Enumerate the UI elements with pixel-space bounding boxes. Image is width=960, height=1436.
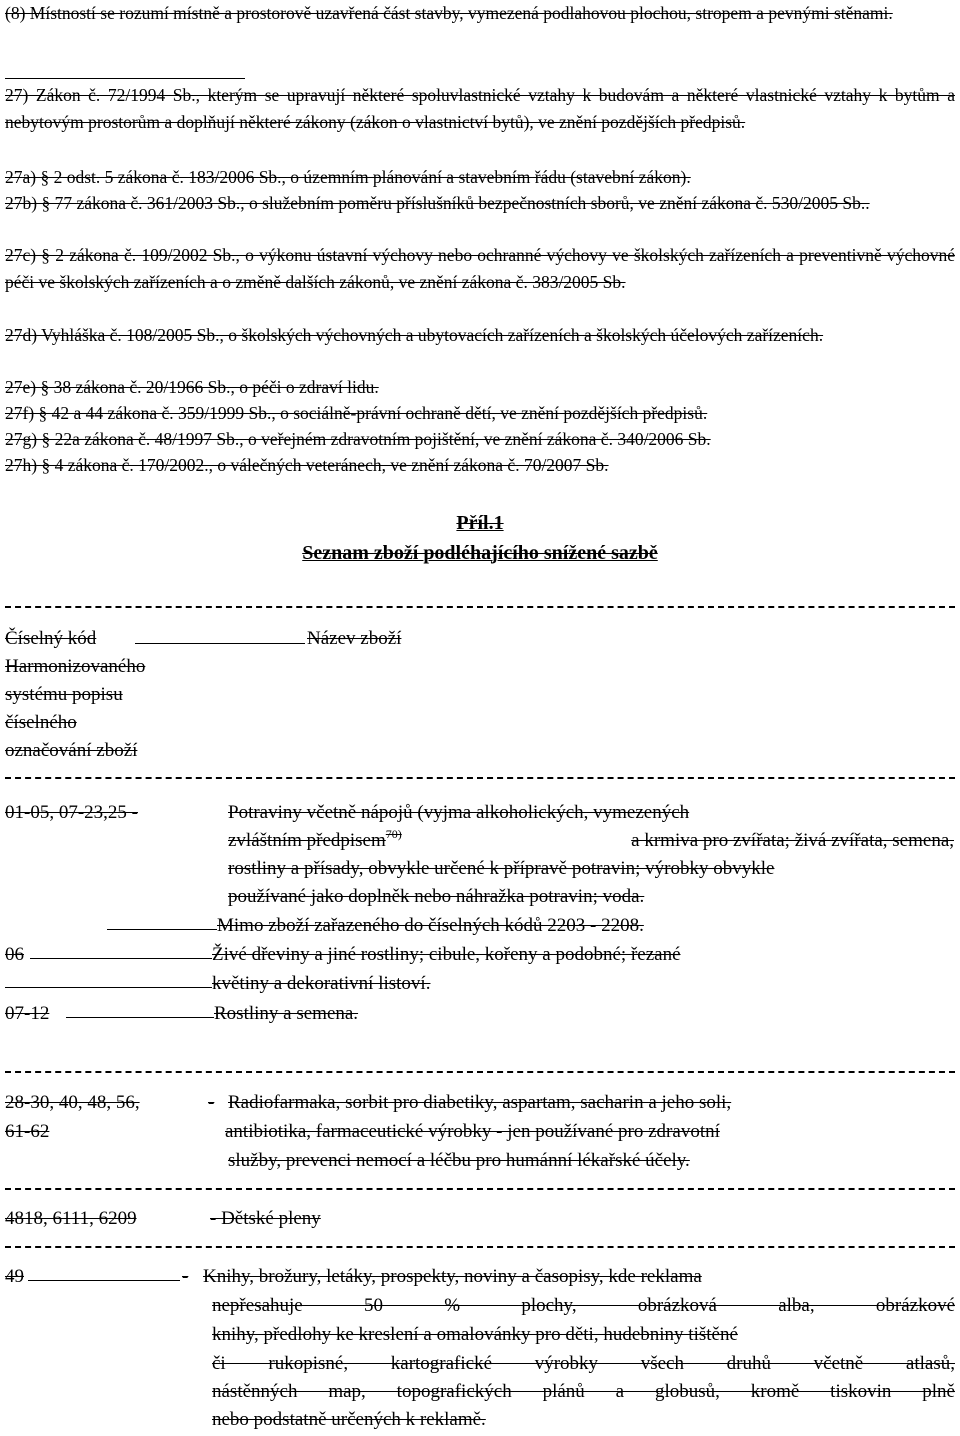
row3-rule [66,1017,214,1018]
header-code-line-2: Harmonizovaného [5,656,146,677]
header-code-line-5: označování zboží [5,740,138,761]
row2-rule-1 [30,958,212,959]
row6-code: 49 [5,1266,24,1287]
row6-line-2: nepřesahuje 50 % plochy, obrázková alba, obrázkové [212,1295,955,1316]
row5-code: 4818, 6111, 6209 [5,1208,137,1229]
row2-line-2: květiny a dekorativní listoví. [212,973,431,994]
row4-line-2: antibiotika, farmaceutické výrobky - jen používané pro zdravotní [225,1121,720,1142]
row6-line-6: nebo podstatně určených k reklamě. [212,1409,486,1430]
row4-code-line-1: 28-30, 40, 48, 56, [5,1092,140,1113]
row2-line-1: Živé dřeviny a jiné rostliny; cibule, kořeny a podobné; řezané [212,944,681,965]
row6-dash: - [182,1266,189,1287]
row2-rule-2 [5,987,212,988]
footnote-27f: 27f) § 42 a 44 zákona č. 359/1999 Sb., o sociálně-právní ochraně dětí, ve znění pozdějších předpisů. [5,403,708,423]
row1-line-4: používané jako doplněk nebo náhražka potravin; voda. [228,886,645,907]
row1-line-3: rostliny a přísady, obvykle určené k přípravě potravin; výrobky obvykle [228,858,775,879]
row1-line-1: Potraviny včetně nápojů (vyjma alkoholických, vymezených [228,802,690,823]
footnote-27d: 27d) Vyhláška č. 108/2005 Sb., o školských výchovných a ubytovacích zařízeních a školských účelových zařízeních. [5,325,824,345]
paragraph-8: (8) Místností se rozumí místně a prostorově uzavřená část stavby, vymezená podlahovou plochou, stropem a pevnými stěnami. [5,3,893,23]
row3-code: 07-12 [5,1003,50,1024]
table-rule-2 [5,1188,955,1192]
footnote-separator [5,78,245,79]
annex-title: Seznam zboží podléhajícího snížené sazbě [302,542,658,564]
row5-name: - Dětské pleny [210,1208,321,1229]
footnote-27e: 27e) § 38 zákona č. 20/1966 Sb., o péči o zdraví lidu. [5,377,379,397]
row4-dash: - [208,1092,215,1113]
table-rule-3 [5,1246,955,1250]
footnote-ref-70: 70) [385,827,402,841]
row2-code: 06 [5,944,24,965]
row1-exception-rule [107,929,217,930]
header-name: Název zboží [307,628,402,649]
row6-line-5: nástěnných map, topografických plánů a globusů, kromě tiskovin plně [212,1381,955,1402]
row6-line-1: Knihy, brožury, letáky, prospekty, noviny a časopisy, kde reklama [203,1266,702,1287]
footnote-27a: 27a) § 2 odst. 5 zákona č. 183/2006 Sb., o územním plánování a stavebním řádu (stavební zákon). [5,167,691,187]
footnote-27: 27) Zákon č. 72/1994 Sb., kterým se upravují některé spoluvlastnické vztahy k budovám a některé vlastnické vztahy k bytům a nebytovým prostorům a doplňují některé zákony (zákon o vlastnictví bytů), ve znění pozdějších předpisů. [5,85,955,132]
header-code-line-4: číselného [5,712,77,733]
footnote-27h: 27h) § 4 zákona č. 170/2002., o válečných veteránech, ve znění zákona č. 70/2007 Sb. [5,455,609,475]
row1-exception: Mimo zboží zařazeného do číselných kódů 2203 - 2208. [217,915,644,936]
header-code-line-3: systému popisu [5,684,123,705]
row6-line-4: či rukopisné, kartografické výrobky všech druhů včetně atlasů, [212,1353,955,1374]
table-rule-header [5,777,955,781]
table-rule-top [5,606,955,610]
footnote-27c: 27c) § 2 zákona č. 109/2002 Sb., o výkonu ústavní výchovy nebo ochranné výchovy ve školských zařízeních a preventivně výchovné péči ve školských zařízeních a o změně dalších zákonů, ve znění zákona č. 383/2005 Sb. [5,245,955,292]
row6-line-3: knihy, předlohy ke kreslení a omalovánky pro děti, hudebniny tištěné [212,1324,738,1345]
footnote-27b: 27b) § 77 zákona č. 361/2003 Sb., o služebním poměru příslušníků bezpečnostních sborů, ve znění zákona č. 530/2005 Sb.. [5,193,870,213]
row4-line-3: služby, prevenci nemocí a léčbu pro humánní lékařské účely. [228,1150,690,1171]
row4-line-1: Radiofarmaka, sorbit pro diabetiky, aspartam, sacharin a jeho soli, [228,1092,732,1113]
footnote-27g: 27g) § 22a zákona č. 48/1997 Sb., o veřejném zdravotním pojištění, ve znění zákona č. 340/2006 Sb. [5,429,711,449]
row4-code-line-2: 61-62 [5,1121,50,1142]
row1-line-2: zvláštním předpisem$^{70)}$ a krmiva pro zvířata; živá zvířata, semena, [228,827,954,851]
annex-label: Příl.1 [456,512,504,534]
header-rule [135,643,305,644]
table-rule-1 [5,1071,955,1075]
row3-name: Rostliny a semena. [214,1003,359,1024]
row1-code: 01-05, 07-23,25 - [5,802,138,823]
row6-rule [28,1280,180,1281]
header-code-line-1: Číselný kód [5,628,97,649]
